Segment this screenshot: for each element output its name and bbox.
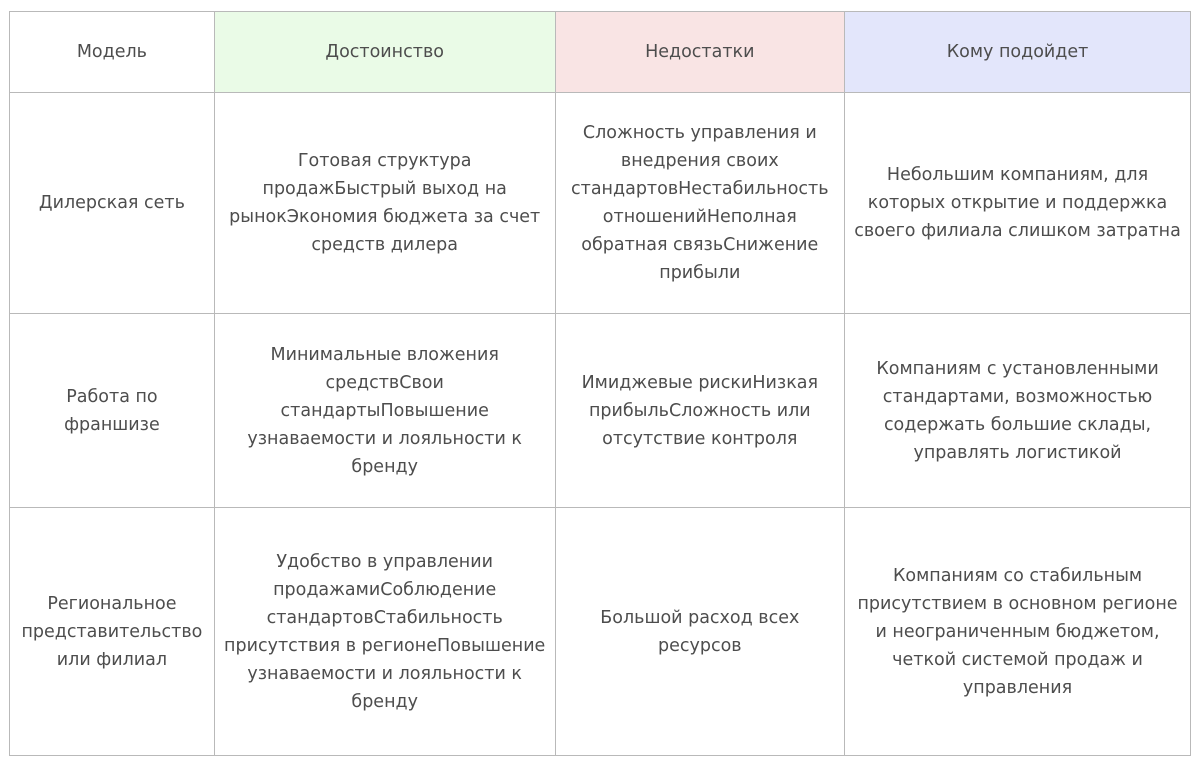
header-model: Модель xyxy=(10,12,215,93)
table-body xyxy=(10,93,1191,756)
cell-fit: Компаниям со стабильным присутствием в основном регионе и неограниченным бюджетом, четкой системой продаж и управления xyxy=(845,508,1191,756)
header-disadvantages: Недостатки xyxy=(555,12,845,93)
cell-fit: Небольшим компаниям, для которых открытие и поддержка своего филиала слишком затратна xyxy=(845,93,1191,314)
table-row xyxy=(10,508,1191,756)
header-row xyxy=(10,12,1191,93)
cell-disadvantages: Большой расход всех ресурсов xyxy=(555,508,845,756)
cell-fit: Компаниям с установленными стандартами, возможностью содержать большие склады, управлять логистикой xyxy=(845,314,1191,508)
header-advantages: Достоинство xyxy=(214,12,555,93)
cell-advantages: Готовая структура продажБыстрый выход на рынокЭкономия бюджета за счет средств дилера xyxy=(214,93,555,314)
table-header xyxy=(10,12,1191,93)
comparison-table xyxy=(9,11,1191,756)
cell-model: Дилерская сеть xyxy=(10,93,215,314)
table-row xyxy=(10,314,1191,508)
header-fit: Кому подойдет xyxy=(845,12,1191,93)
cell-disadvantages: Имиджевые рискиНизкая прибыльСложность или отсутствие контроля xyxy=(555,314,845,508)
table-row xyxy=(10,93,1191,314)
cell-advantages: Удобство в управлении продажамиСоблюдение стандартовСтабильность присутствия в регионеПовышение узнаваемости и лояльности к бренду xyxy=(214,508,555,756)
cell-model: Работа по франшизе xyxy=(10,314,215,508)
cell-model: Региональное представительство или филиал xyxy=(10,508,215,756)
cell-advantages: Минимальные вложения средствСвои стандартыПовышение узнаваемости и лояльности к бренду xyxy=(214,314,555,508)
cell-disadvantages: Сложность управления и внедрения своих стандартовНестабильность отношенийНеполная обратная связьСнижение прибыли xyxy=(555,93,845,314)
